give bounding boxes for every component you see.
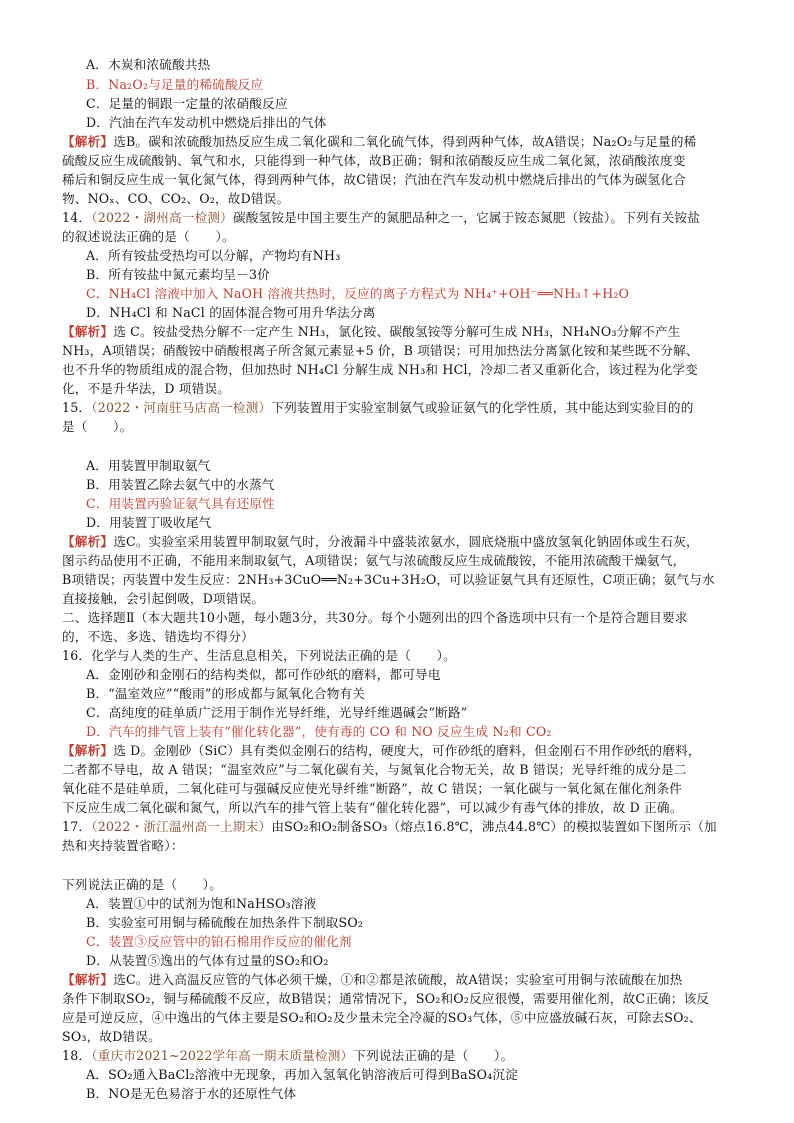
q18-option-a: A．SO₂通入BaCl₂溶液中无现象，再加入氢氧化钠溶液后可得到BaSO₄沉淀 — [86, 1067, 518, 1082]
q13-option-a: A．木炭和浓硫酸共热 — [86, 57, 211, 72]
q17-analysis-line-2: 条件下制取SO₂，铜与稀硫酸不反应，故B错误；通常情况下，SO₂和O₂反应很慢，需要用催化剂，故C正确；该反 — [62, 991, 710, 1006]
q13-analysis-line-4: 物、NOₓ、CO、CO₂、O₂，故D错误。 — [62, 191, 290, 206]
q13-analysis-line-3: 稀后和铜反应生成一氧化氮气体，得到两种气体，故C错误；汽油在汽车发动机中燃烧后排出的气体为碳氢化合 — [62, 172, 686, 187]
q13-option-b: B．Na₂O₂与足量的稀硫酸反应 — [86, 77, 264, 92]
analysis-label: 【解析】 — [62, 743, 114, 758]
q16-analysis-line-3: 氧化硅不是硅单质，二氧化硅可与强碱反应使光导纤维“断路”，故 C 错误；一氧化碳与一氧化氮在催化剂条件 — [62, 781, 683, 796]
q15-analysis-line-2: 图示药品使用不正确，不能用来制取氨气，A项错误；氨气与浓硫酸反应生成硫酸铵，不能用浓硫酸干燥氨气， — [62, 553, 686, 568]
q13-analysis-line-1: 【解析】选B。碳和浓硫酸加热反应生成二氧化碳和二氧化硫气体，得到两种气体，故A错误；Na₂O₂与足量的稀 — [62, 134, 697, 149]
q15-analysis-line-1: 【解析】选C。实验室采用装置甲制取氨气时，分液漏斗中盛装浓氨水，圆底烧瓶中盛放氢氧化钠固体或生石灰， — [62, 534, 699, 549]
q15-option-d: D．用装置丁吸收尾气 — [86, 515, 212, 530]
q15-option-c: C．用装置丙验证氨气具有还原性 — [86, 496, 275, 511]
q14-stem-line-1: 14．（2022・湖州高一检测）碳酸氢铵是中国主要生产的氮肥品种之一，它属于铵态氮肥（铵盐）。下列有关铵盐 — [62, 210, 701, 225]
q15-analysis-line-4: 直接接触，会引起倒吸，D项错误。 — [62, 591, 265, 606]
q15-source: （2022・河南驻马店高一检测） — [91, 400, 272, 415]
q14-stem-line-2: 的叙述说法正确的是（ ）。 — [62, 229, 235, 244]
q14-option-c: C．NH₄Cl 溶液中加入 NaOH 溶液共热时，反应的离子方程式为 NH₄⁺+OH⁻══NH₃↑+H₂O — [86, 286, 630, 301]
q16-option-d: D．汽车的排气管上装有“催化转化器”，使有毒的 CO 和 NO 反应生成 N₂和 CO₂ — [86, 724, 552, 739]
analysis-label: 【解析】 — [62, 134, 114, 149]
analysis-label: 【解析】 — [62, 534, 114, 549]
q18-option-b: B．NO是无色易溶于水的还原性气体 — [86, 1086, 297, 1101]
q15-stem-line-1: 15．（2022・河南驻马店高一检测）下列装置用于实验室制氨气或验证氨气的化学性质，其中能达到实验目的的 — [62, 400, 694, 415]
q17-analysis-line-1: 【解析】选C。进入高温反应管的气体必须干燥，①和②都是浓硫酸，故A错误；实验室可用铜与浓硫酸在加热 — [62, 972, 683, 987]
analysis-label: 【解析】 — [62, 324, 114, 339]
q17-stem-line-1: 17．（2022・浙江温州高一上期末）由SO₂和O₂制备SO₃（熔点16.8℃，沸点44.8℃）的模拟装置如下图所示（加 — [62, 819, 717, 834]
q14-source: （2022・湖州高一检测） — [91, 210, 233, 225]
q17-option-b: B．实验室可用铜与稀硫酸在加热条件下制取SO₂ — [86, 915, 364, 930]
q14-option-a: A．所有铵盐受热均可以分解，产物均有NH₃ — [86, 248, 341, 263]
q17-option-a: A．装置①中的试剂为饱和NaHSO₃溶液 — [86, 896, 317, 911]
q15-option-a: A．用装置甲制取氨气 — [86, 458, 211, 473]
q14-analysis-line-3: 也不升华的物质组成的混合物，但加热时 NH₄Cl 分解生成 NH₃和 HCl，冷却二者又重新化合，该过程为化学变 — [62, 362, 698, 377]
q15-option-b: B．用装置乙除去氨气中的水蒸气 — [86, 477, 275, 492]
section-2-heading-line-1: 二、选择题Ⅱ（本大题共10小题，每小题3分，共30分。每个小题列出的四个备选项中只有一个是符合题目要求 — [62, 610, 688, 625]
q16-analysis-line-2: 二者都不导电，故 A 错误；“温室效应”与二氧化碳有关，与氮氧化合物无关，故 B 错误；光导纤维的成分是二 — [62, 762, 687, 777]
q14-option-d: D．NH₄Cl 和 NaCl 的固体混合物可用升华法分离 — [86, 305, 376, 320]
q17-source: （2022・浙江温州高一上期末） — [91, 819, 272, 834]
q17-stem-line-2: 热和夹持装置省略）： — [62, 838, 184, 853]
q16-option-c: C．高纯度的硅单质广泛用于制作光导纤维，光导纤维遇碱会“断路” — [86, 705, 468, 720]
q18-source: （重庆市2021~2022学年高一期末质量检测） — [91, 1048, 354, 1063]
q16-option-a: A．金刚砂和金刚石的结构类似，都可作砂纸的磨料，都可导电 — [86, 667, 441, 682]
q17-analysis-line-3: 应是可逆反应，④中逸出的气体主要是SO₂和O₂及少量未完全冷凝的SO₃气体，⑤中应盛放碱石灰，可除去SO₂、 — [62, 1010, 702, 1025]
q16-analysis-line-1: 【解析】选 D。金刚砂（SiC）具有类似金刚石的结构，硬度大，可作砂纸的磨料，但金刚石不用作砂纸的磨料， — [62, 743, 701, 758]
q15-stem-line-2: 是（ ）。 — [62, 419, 133, 434]
q14-option-b: B．所有铵盐中氮元素均呈－3价 — [86, 267, 270, 282]
q17-option-c: C．装置③反应管中的铂石棉用作反应的催化剂 — [86, 934, 352, 949]
q17-analysis-line-4: SO₃，故D错误。 — [62, 1029, 161, 1044]
q14-analysis-line-4: 化，不是升华法，D 项错误。 — [62, 381, 231, 396]
q14-analysis-line-2: NH₃，A项错误；硝酸铵中硝酸根离子所含氮元素显+5 价，B 项错误；可用加热法分离氯化铵和某些既不分解、 — [62, 343, 699, 358]
q15-analysis-line-3: B项错误；丙装置中发生反应：2NH₃+3CuO══N₂+3Cu+3H₂O，可以验证氨气具有还原性，C项正确；氨气与水 — [62, 572, 715, 587]
analysis-label: 【解析】 — [62, 972, 114, 987]
q16-analysis-line-4: 下反应生成二氧化碳和氮气，所以汽车的排气管上装有“催化转化器”，可以减少有毒气体的排放，故 D 正确。 — [62, 800, 683, 815]
q17-stem-line-3: 下列说法正确的是（ ）。 — [62, 877, 223, 892]
section-2-heading-line-2: 的，不选、多选、错选均不得分） — [62, 629, 254, 644]
q13-analysis-line-2: 硫酸反应生成硫酸钠、氧气和水，只能得到一种气体，故B正确；铜和浓硝酸反应生成二氧化氮，浓硝酸浓度变 — [62, 153, 686, 168]
q18-stem: 18．（重庆市2021~2022学年高一期末质量检测）下列说法正确的是（ ）。 — [62, 1048, 514, 1063]
q14-analysis-line-1: 【解析】选 C。铵盐受热分解不一定产生 NH₃，氯化铵、碳酸氢铵等分解可生成 NH₃，NH₄NO₃分解不产生 — [62, 324, 681, 339]
q17-option-d: D．从装置⑤逸出的气体有过量的SO₂和O₂ — [86, 953, 329, 968]
q16-stem: 16．化学与人类的生产、生活息息相关，下列说法正确的是（ ）。 — [62, 648, 456, 663]
q13-option-c: C．足量的铜跟一定量的浓硝酸反应 — [86, 96, 288, 111]
q13-option-d: D．汽油在汽车发动机中燃烧后排出的气体 — [86, 115, 327, 130]
q16-option-b: B．“温室效应”“酸雨”的形成都与氮氧化合物有关 — [86, 686, 366, 701]
